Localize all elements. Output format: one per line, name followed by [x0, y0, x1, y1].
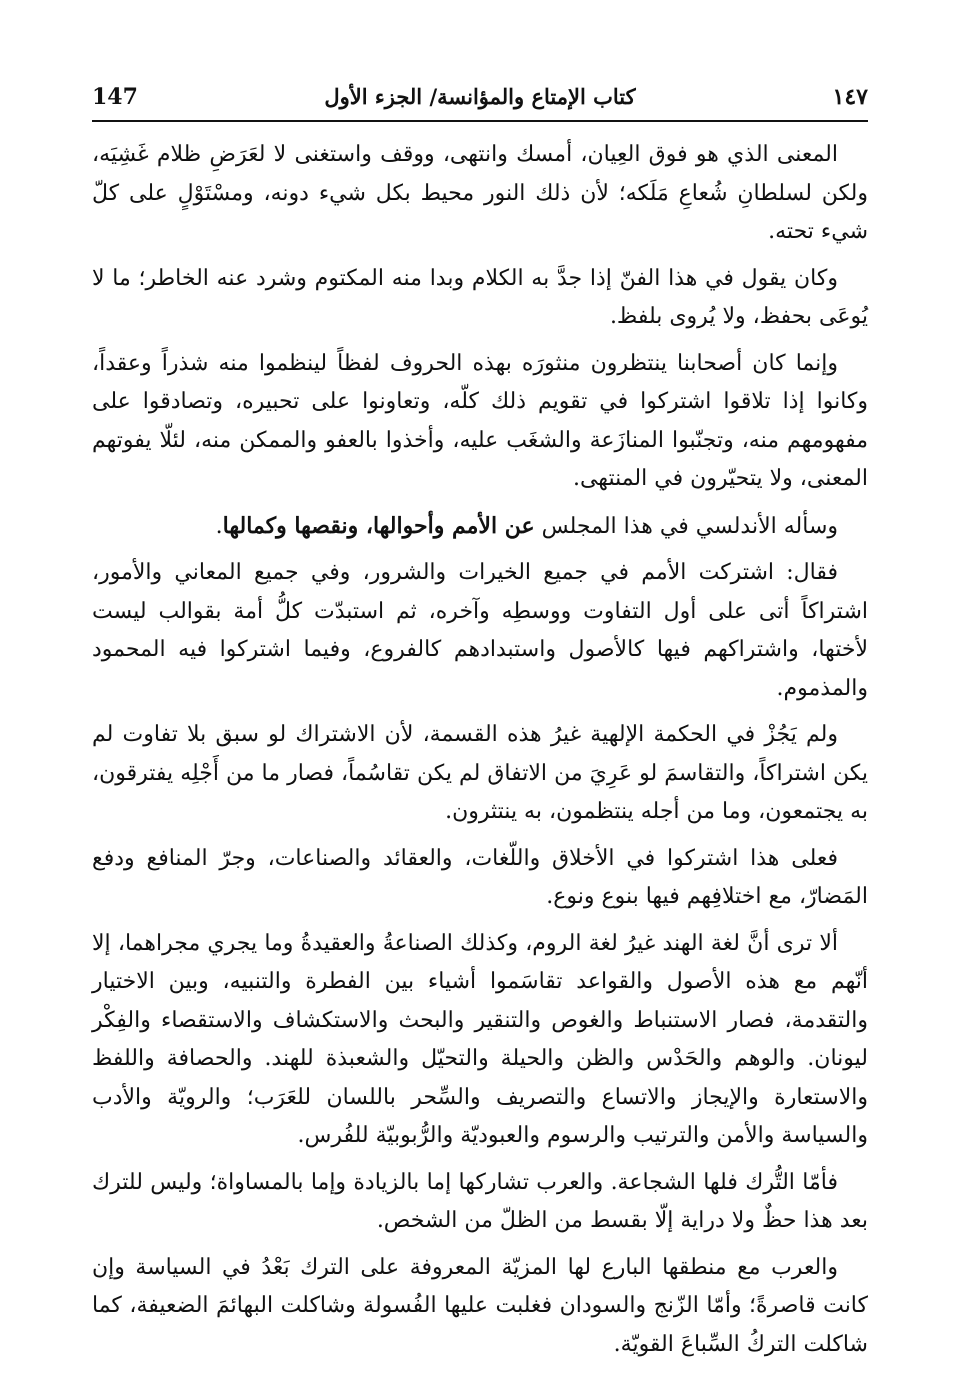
page-header — [92, 70, 868, 116]
page-number-latin: 147 — [92, 84, 138, 110]
paragraph-3: وإنما كان أصحابنا ينتظرون منثورَه بهذه الحروف لفظاً لينظموا منه شذراً وعقداً، وكانوا إذا تلاقوا اشتركوا في تقويم ذلك كلّه، وتعاونوا على تحبيره، وتصادقوا على مفهومهم منه، وتجنّبوا المنازَعة والشغَب عليه، وأخذوا بالعفو والممكن منه، لئلّا يفوتهم المعنى، ولا يتحيّرون في المنتهى. — [92, 350, 868, 491]
paragraph-4-bold-topic: عن الأمم وأحوالها، ونقصها وكمالها — [222, 512, 535, 539]
book-page — [92, 70, 868, 1370]
paragraph-9: فأمّا التُّرك فلها الشجاعة. والعرب تشاركها إما بالزيادة وإما بالمساواة؛ وليس للترك بعد هذا حظٌ ولا دراية إلّا بقسط من الظلّ من الشخص. — [92, 1169, 868, 1233]
paragraph-8: ألا ترى أنَّ لغة الهند غيرُ لغة الروم، وكذلك الصناعةُ والعقيدةُ وما يجري مجراهما، إلا أنّهم مع هذه الأصول والقواعد تقاسَموا أشياء بين الفطرة والتنبيه، وبين الاختيار والتقدمة، فصار الاستنباط والغوص والتنقير والبحث والاستكشاف والاستقصاء والفِكْر ليونان. والوهم والحَدْس والظن والحيلة والتحيّل والشعبذة للهند. والحصافة واللفظ والاستعارة والإيجاز والاتساع والتصريف والسِّحر باللسان للعَرَب؛ والرويّة والأدب والسياسة والأمن والترتيب والرسوم والعبوديّة والرُّبوبيّة للفُرس. — [92, 930, 868, 1148]
paragraph-1: المعنى الذي هو فوق العِيان، أمسك وانتهى، ووقف واستغنى لا لعَرَضِ ظلام غَشِيَه، ولكن لسلطانِ شُعاعِ مَلَكه؛ لأن ذلك النور محيط بكل شيء دونه، ومسْتَوْلٍ على كلّ شيء تحته. — [92, 142, 868, 244]
paragraph-4-text: وسأله الأندلسي في هذا المجلس — [534, 513, 838, 539]
paragraph-6: ولم يَجُزْ في الحكمة الإلهية غيرُ هذه القسمة، لأن الاشتراك لو سبق بلا تفاوت لم يكن اشتراكاً، والتقاسمَ لو عَرِيَ من الاتفاق لم يكن تقاسُماً، فصار ما من أَجْلِه يفترقون، به يجتمعون، وما من أجله ينتظمون، به ينتثرون. — [92, 722, 868, 824]
paragraph-5: فقال: اشتركت الأمم في جميع الخيرات والشرور، وفي جميع المعاني والأمور، اشتراكاً أتى على أول التفاوت ووسطِه وآخره، ثم استبدّت كلُّ أمة بقوالب ليست لأختها، واشتراكهم فيها كالأصول واستبدادهم كالفروع، وفيما اشتركوا فيه المحمود والمذموم. — [92, 560, 868, 701]
running-title: كتاب الإمتاع والمؤانسة/ الجزء الأول — [324, 84, 636, 109]
paragraph-2: وكان يقول في هذا الفنّ إذا جدَّ به الكلام وبدا منه المكتوم وشرد عنه الخاطر؛ ما لا يُوعَى بحفظ، ولا يُروى بلفظ. — [92, 265, 868, 329]
page-number-arabic: ١٤٧ — [832, 84, 868, 110]
paragraph-10: والعرب مع منطقها البارع لها المزيّة المعروفة على الترك بَعْدُ في السياسة وإن كانت قاصرةً؛ وأمّا الزّنج والسودان فغلبت عليها الفُسولة وشاكلت البهائمَ الضعيفة، كما شاكلت التركُ السِّباعَ القويّة. — [92, 1254, 868, 1357]
paragraph-4 — [92, 507, 868, 547]
paragraph-4-end: . — [215, 513, 223, 539]
header-rule — [92, 120, 868, 122]
paragraph-7: فعلى هذا اشتركوا في الأخلاق واللّغات، والعقائد والصناعات، وجرّ المنافع ودفع المَضارّ، مع اختلافِهم فيها بنوع ونوع. — [92, 845, 868, 909]
body-text — [92, 136, 868, 1364]
